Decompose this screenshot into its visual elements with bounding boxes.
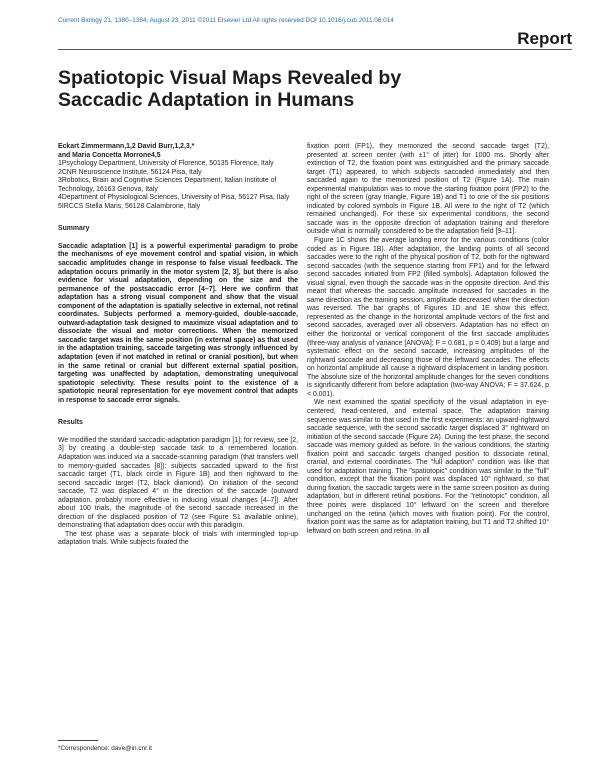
body-paragraph: Figure 1C shows the average landing error for the various conditions (color coded as in Figure 1B). After adaptation, the landing points of all second saccades were to the right of the physical position of T2, both for the rightward second saccades (with the sequence starting from FP1) and for the leftward second saccades initiated from FP2 (filled symbols). Adaptation followed the visual signal, even though the saccade was in the opposite direction. And this meant that whereas the saccadic amplitude increased for saccades in the same direction as the training session, amplitude decreased when the direction was reversed. The bar graphs of Figures 1D and 1E show this effect, represented as the change in the horizontal amplitude vectors of the first and second saccades, averaged over all observers. Adaptation has no effect on either the horizontal or vertical component of the first saccade amplitudes (three-way analysis of variance [ANOVA]; F = 0.681, p = 0.409) but a large and systematic effect on the second saccade, increasing amplitudes of the rightward saccade and decreasing those of the leftward saccades. The effects on horizontal amplitude all cause a rightward displacement in landing position. The absolute size of the horizontal amplitude changes for the seven conditions is significantly different from before adaptation (two-way ANOVA; F = 37.624, p < 0.001).: [307, 237, 549, 398]
summary-heading: Summary: [58, 225, 90, 233]
article-type-label: Report: [517, 29, 572, 48]
footnote: [58, 740, 298, 752]
affiliation: 1Psychology Department, University of Florence, 50135 Florence, Italy: [58, 160, 274, 168]
article-title: Spatiotopic Visual Maps Revealed by Saccadic Adaptation in Humans: [58, 67, 402, 111]
affiliation: 2CNR Neuroscience Institute, 56124 Pisa, Italy: [58, 168, 202, 176]
results-heading: Results: [58, 419, 83, 427]
author-line-1: Eckart Zimmermann,1,2 David Burr,1,2,3,*: [58, 143, 195, 150]
footnote-divider: [58, 740, 98, 741]
body-paragraph: We next examined the spatial specificity of the visual adaptation in eye-centered, head-centered, and external space. The adaptation training sequence was similar to that used in the first experiments: an upward-rightward saccade sequence, with the second saccadic target displaced 3° rightward on initiation of the second saccade (Figure 2A). During the test phase, the second saccade was memory guided as before. In the various conditions, the starting fixation point and saccadic targets changed position to dissociate retinal, cranial, and external coordinates. The "full adaption" condition was like that used for adaptation training. The "spatiotopic" condition was similar to the "full" condition, except that the fixation point was displaced 10° rightward, so that during fixation, the saccadic targets were in the same screen position as during adaptation, but in different retinal positions. For the "retinotopic" condition, all three points were displaced 10° leftward on the screen and therefore unchanged on the retina (which moves with fixation point). For the control, fixation point was the same as for adaptation training, but T1 and T2 shifted 10° leftward on both screen and retina. In all: [307, 399, 549, 535]
summary-text: Saccadic adaptation [1] is a powerful experimental paradigm to probe the mechanisms of eye movement control and spatial vision, in which saccadic amplitudes change in response to false visual feedback. The adaptation occurs primarily in the motor system [2, 3], but there is also evidence for visual adaptation, depending on the size and the permanence of the postsaccadic error [4–7]. Here we confirm that adaptation has a strong visual component and show that the visual component of the adaptation is spatially selective in external, not retinal coordinates. Subjects performed a memory-guided, double-saccade, outward-adaptation task designed to maximize visual adaptation and to dissociate the visual and motor corrections. When the memorized saccadic target was in the same position (in external space) as that used in the adaptation training, saccade targeting was strongly influenced by adaptation (even if not matched in retinal or cranial position), but when in the same retinal or cranial but different external spatial position, targeting was unaffected by adaptation, demonstrating unequivocal spatiotopic selectivity. These results point to the existence of a spatiotopic neural representation for eye movement control that adapts in response to saccade error signals.: [58, 242, 298, 404]
affiliation: 5IRCCS Stella Maris, 56128 Calambrone, Italy: [58, 202, 201, 210]
author-line-2: and Maria Concetta Morrone4,5: [58, 151, 161, 159]
right-column: [307, 143, 549, 536]
body-paragraph: fixation point (FP1), they memorized the second saccade target (T2), presented at screen center (with ±1° of jitter) for 1000 ms. Shortly after extinction of T2, the fixation point was extinguished and the primary saccade target (T1) appeared, to which subjects saccaded immediately and then saccaded again to the memorized position of T2 (Figure 1A). The main experimental manipulation was to move the starting fixation point (FP2) to the right of the screen (gray triangle, Figure 1B) and T1 to one of the six positions indicated by colored symbols in Figure 1B. All were to the right of T2 (which remained unchanged). For these six experimental conditions, the second saccade was in the opposite direction of adaptation training and therefore outside what is normally considered to be the adaptation field [9–11].: [307, 143, 549, 236]
results-paragraph: The test phase was a separate block of trials with intermingled top-up adaptation trials. While subjects fixated the: [58, 530, 298, 547]
results-paragraph: We modified the standard saccadic-adaptation paradigm [1]; for review, see [2, 3] by creating a double-step saccade task to a remembered location. Adaptation was induced via a saccade-scanning paradigm (that transfers well to memory-guided saccades [8]): subjects saccaded upward to the first saccadic target (T1, black circle in Figure 1B) and then rightward to the second saccadic target (T2, black diamond). On initiation of the second saccade, T2 was displaced 4° in the direction of the saccade (outward adaptation, probably more effective in inducing visual changes [4–7]). After about 100 trials, the magnitude of the second saccade increased in the direction of the displaced position of T2 (see Figure S1 available online), demonstrating that adaptation does occur with this paradigm.: [58, 436, 298, 530]
header-divider: [58, 49, 572, 50]
affiliation: 3Robotics, Brain and Cognitive Sciences Department, Italian Institute of Technology, 16163 Genova, Italy: [58, 177, 277, 193]
left-column: [58, 143, 298, 548]
journal-citation: Current Biology 21, 1380–1384, August 23, 2011 ©2011 Elsevier Ltd All rights reserved DOI 10.1016/j.cub.2011.06.014: [58, 17, 394, 24]
affiliation: 4Department of Physiological Sciences, University of Pisa, 56127 Pisa, Italy: [58, 194, 290, 202]
correspondence-note: *Correspondence: dave@in.cnr.it: [58, 745, 152, 752]
